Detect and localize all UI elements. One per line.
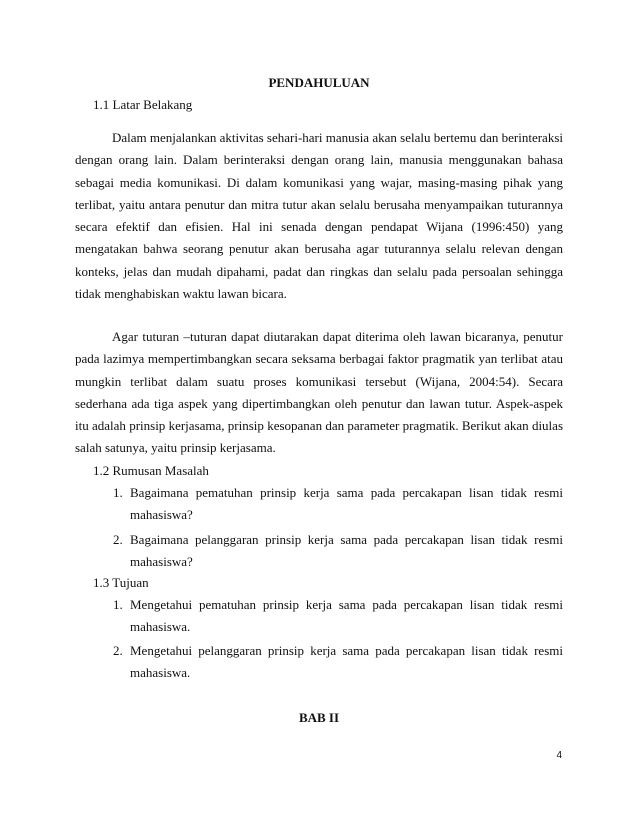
paragraph-2: Agar tuturan –tuturan dapat diutarakan dapat diterima oleh lawan bicaranya, penutur pada lazimya mempertimbangkan secara seksama berbagai faktor pragmatik yan terlibat atau mungkin terlibat dalam suatu proses komunikasi tersebut (Wijana, 2004:54). Secara sederhana ada tiga aspek yang dipertimbangkan oleh penutur dan lawan tutur. Aspek-aspek itu adalah prinsip kerjasama, prinsip kesopanan dan parameter pragmatik. Berikut akan diulas salah satunya, yaitu prinsip kerjasama.: [75, 329, 563, 456]
list-item: [113, 529, 563, 574]
page-number: 4: [556, 750, 562, 761]
list-item-text: Mengetahui pematuhan prinsip kerja sama pada percakapan lisan tidak resmi mahasiswa.: [130, 597, 563, 635]
list-item-text: Mengetahui pelanggaran prinsip kerja sama pada percakapan lisan tidak resmi mahasiswa.: [130, 643, 563, 681]
page-title: PENDAHULUAN: [268, 75, 370, 90]
list-item: [113, 640, 563, 685]
list-item-number: 2.: [113, 532, 123, 547]
list-item-text: Bagaimana pelanggaran prinsip kerja sama pada percakapan lisan tidak resmi mahasiswa?: [130, 532, 563, 570]
section-heading-tujuan: 1.3 Tujuan: [93, 575, 149, 590]
next-chapter-heading: BAB II: [298, 710, 340, 725]
section-heading-latar-belakang: 1.1 Latar Belakang: [93, 97, 193, 112]
list-item: [113, 482, 563, 527]
section-heading-rumusan-masalah: 1.2 Rumusan Masalah: [93, 463, 209, 478]
paragraph-1: Dalam menjalankan aktivitas sehari-hari manusia akan selalu bertemu dan berinteraksi dengan orang lain. Dalam berinteraksi dengan orang lain, manusia menggunakan bahasa sebagai media komunikasi. Di dalam komunikasi yang wajar, masing-masing pihak yang terlibat, yaitu antara penutur dan mitra tutur akan selalu berusaha menyampaikan tuturannya secara efektif dan efisien. Hal ini senada dengan pendapat Wijana (1996:450) yang mengatakan bahwa seorang penutur akan berusaha agar tuturannya selalu relevan dengan konteks, jelas dan mudah dipahami, padat dan ringkas dan selalu pada persoalan sehingga tidak menghabiskan waktu lawan bicara.: [75, 130, 563, 302]
list-item-text: Bagaimana pematuhan prinsip kerja sama pada percakapan lisan tidak resmi mahasiswa?: [130, 485, 563, 523]
list-item-number: 2.: [113, 643, 123, 658]
list-item-number: 1.: [113, 597, 123, 612]
list-item-number: 1.: [113, 485, 123, 500]
list-item: [113, 594, 563, 639]
